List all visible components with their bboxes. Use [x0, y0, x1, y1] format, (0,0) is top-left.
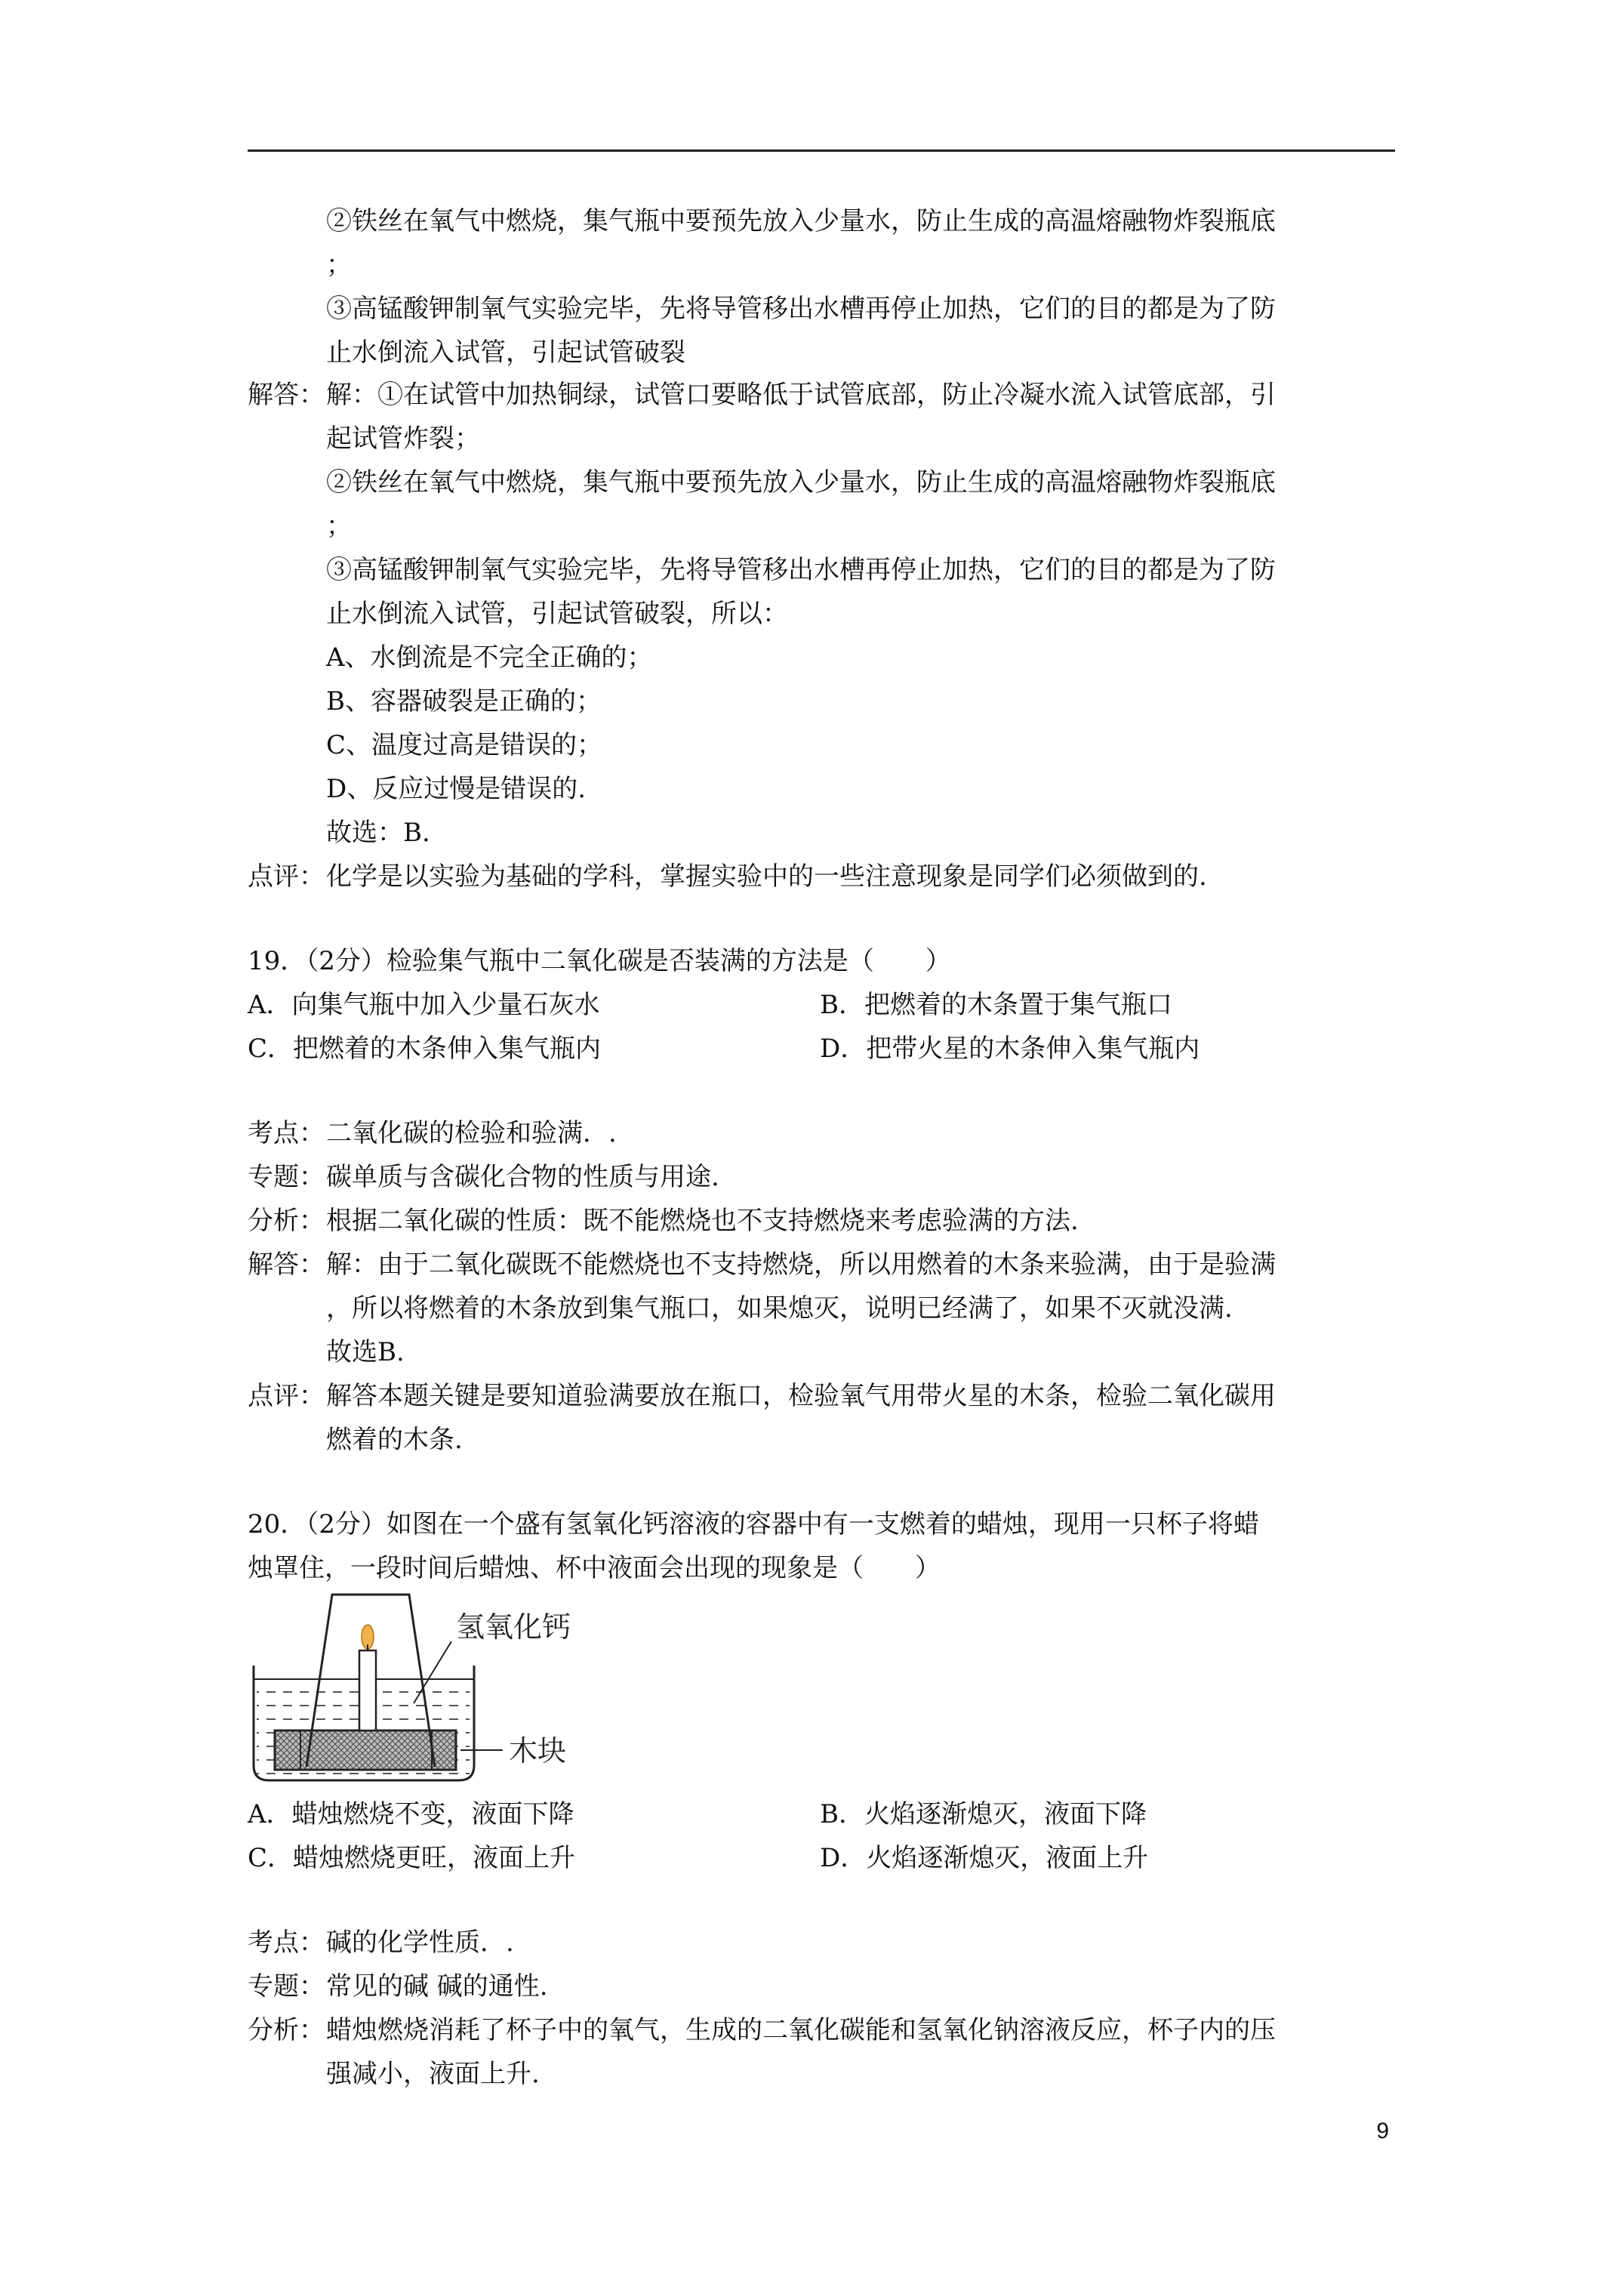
q18-comment-label: 点评： [248, 861, 325, 892]
q20-analysis-line: 蜡烛燃烧消耗了杯子中的氧气，生成的二氧化碳能和氢氧化钠溶液反应，杯子内的压 [326, 2015, 1276, 2045]
q19-comment-line: 燃着的木条. [326, 1425, 463, 1455]
q18-answer-line: ③高锰酸钾制氧气实验完毕，先将导管移出水槽再停止加热，它们的目的都是为了防 [326, 555, 1276, 585]
q18-answer-line: 解：①在试管中加热铜绿，试管口要略低于试管底部，防止冷凝水流入试管底部，引 [326, 380, 1276, 410]
q19-kp-label: 考点： [248, 1118, 325, 1148]
q19-answer-label: 解答： [248, 1250, 325, 1280]
q19-answer-line: 故选B. [326, 1337, 405, 1367]
q20-option-c: C．蜡烛燃烧更旺，液面上升 [248, 1843, 576, 1873]
cont-line-1: ②铁丝在氧气中燃烧，集气瓶中要预先放入少量水，防止生成的高温熔融物炸裂瓶底 [326, 206, 1276, 236]
fig-label-calcium-hydroxide: 氢氧化钙 [456, 1610, 571, 1644]
q19-analysis: 根据二氧化碳的性质：既不能燃烧也不支持燃烧来考虑验满的方法. [326, 1206, 1079, 1236]
q19-comment-label: 点评： [248, 1381, 325, 1411]
q18-answer-line: 起试管炸裂； [326, 424, 480, 454]
q20-analysis-line: 强减小，液面上升. [326, 2059, 540, 2089]
q20-stem-line: 20．（2分）如图在一个盛有氢氧化钙溶液的容器中有一支燃着的蜡烛，现用一只杯子将蜡 [248, 1509, 1259, 1539]
q18-answer-line: 止水倒流入试管，引起试管破裂，所以： [326, 599, 788, 629]
q18-comment: 化学是以实验为基础的学科，掌握实验中的一些注意现象是同学们必须做到的. [326, 861, 1207, 892]
q19-answer-line: ，所以将燃着的木条放到集气瓶口，如果熄灭，说明已经满了，如果不灭就没满. [326, 1293, 1233, 1324]
cont-line-2: ； [326, 250, 352, 280]
candle [359, 1625, 376, 1730]
q20-kp-label: 考点： [248, 1928, 325, 1958]
q20-stem-line: 烛罩住，一段时间后蜡烛、杯中液面会出现的现象是（ ） [248, 1553, 941, 1583]
q20-analysis-label: 分析： [248, 2015, 325, 2045]
q18-answer-line: D、反应过慢是错误的. [326, 774, 587, 804]
cont-line-3: ③高锰酸钾制氧气实验完毕，先将导管移出水槽再停止加热，它们的目的都是为了防 [326, 294, 1276, 324]
q19-comment-line: 解答本题关键是要知道验满要放在瓶口，检验氧气用带火星的木条，检验二氧化碳用 [326, 1381, 1276, 1411]
q19-analysis-label: 分析： [248, 1206, 325, 1236]
wooden-block [275, 1730, 456, 1770]
q18-answer-line: B、容器破裂是正确的； [326, 686, 602, 717]
q18-answer-line: 故选：B. [326, 818, 430, 848]
q19-answer-line: 解：由于二氧化碳既不能燃烧也不支持燃烧，所以用燃着的木条来验满，由于是验满 [326, 1250, 1276, 1280]
q19-kp: 二氧化碳的检验和验满．. [326, 1118, 617, 1148]
cont-line-4: 止水倒流入试管，引起试管破裂 [326, 337, 685, 368]
q18-answer-line: ②铁丝在氧气中燃烧，集气瓶中要预先放入少量水，防止生成的高温熔融物炸裂瓶底 [326, 467, 1276, 498]
q19-option-b: B．把燃着的木条置于集气瓶口 [820, 990, 1172, 1020]
q19-topic-label: 专题： [248, 1162, 325, 1192]
q20-topic-label: 专题： [248, 1971, 325, 2002]
q20-option-d: D．火焰逐渐熄灭，液面上升 [820, 1843, 1149, 1873]
q19-topic: 碳单质与含碳化合物的性质与用途. [326, 1162, 719, 1192]
q19-option-d: D．把带火星的木条伸入集气瓶内 [820, 1034, 1200, 1064]
q18-answer-line: ； [326, 511, 352, 541]
q18-answer-label: 解答： [248, 380, 325, 410]
q19-option-c: C．把燃着的木条伸入集气瓶内 [248, 1034, 602, 1064]
q20-kp: 碱的化学性质．. [326, 1928, 514, 1958]
q19-option-a: A．向集气瓶中加入少量石灰水 [248, 990, 600, 1020]
q20-topic: 常见的碱 碱的通性. [326, 1971, 548, 2002]
q19-stem: 19．（2分）检验集气瓶中二氧化碳是否装满的方法是（ ） [248, 946, 951, 976]
q18-answer-line: A、水倒流是不完全正确的； [326, 643, 653, 673]
fig-label-wood-block: 木块 [509, 1734, 567, 1767]
q20-option-b: B．火焰逐渐熄灭，液面下降 [820, 1799, 1147, 1829]
header-rule [248, 149, 1395, 152]
q18-answer-line: C、温度过高是错误的； [326, 730, 603, 760]
candle-experiment-figure [248, 1590, 595, 1794]
q20-option-a: A．蜡烛燃烧不变，液面下降 [248, 1799, 574, 1829]
page-number: 9 [1376, 2119, 1389, 2143]
